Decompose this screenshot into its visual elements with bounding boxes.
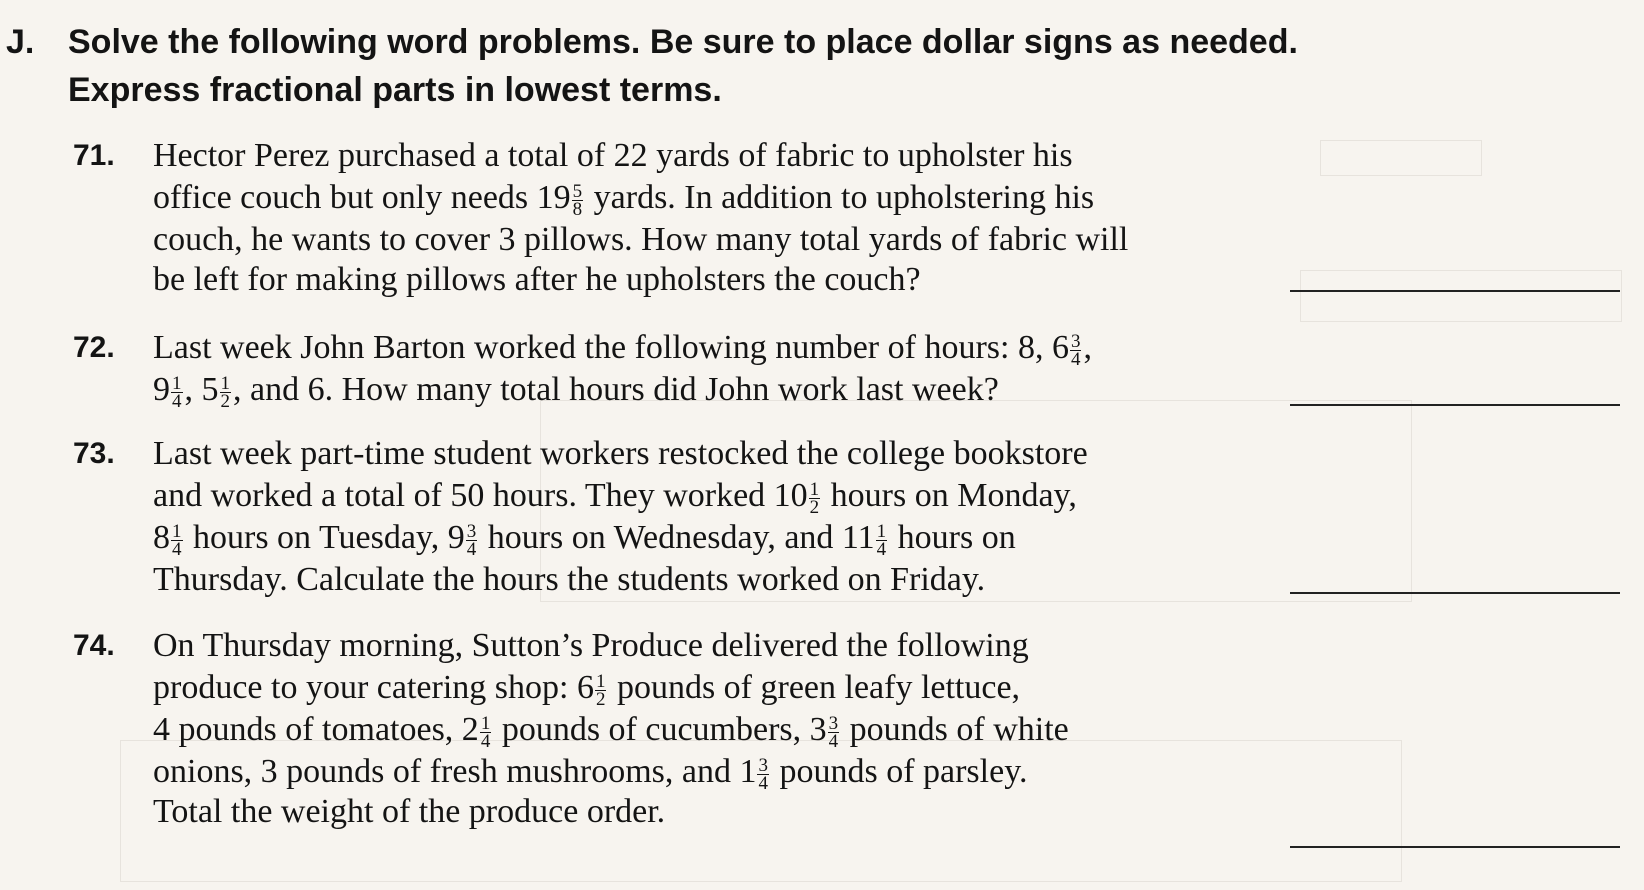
fraction-numerator: 5 <box>572 180 583 202</box>
fraction-denominator: 4 <box>758 772 768 794</box>
problem-text-line <box>153 368 999 411</box>
answer-blank[interactable] <box>1290 592 1620 594</box>
fraction <box>595 670 607 710</box>
fraction-denominator: 2 <box>220 390 230 412</box>
fraction-denominator: 4 <box>466 538 477 560</box>
text-run: 4 pounds of tomatoes, 2 <box>153 711 479 748</box>
fraction <box>572 180 584 220</box>
fraction-denominator: 4 <box>172 390 182 412</box>
answer-blank[interactable] <box>1290 846 1620 848</box>
fraction-numerator: 1 <box>809 478 820 500</box>
text-run: yards. In addition to upholstering his <box>585 179 1095 216</box>
problem-text-line <box>153 326 1092 369</box>
fraction-denominator: 4 <box>172 538 182 560</box>
problem-text-line <box>153 516 1016 559</box>
text-run: hours on Tuesday, 9 <box>184 519 465 556</box>
fraction <box>757 754 769 794</box>
problem-text-line: Last week part-time student workers restocked the college bookstore <box>153 435 1088 472</box>
problem-number: 73. <box>73 437 115 470</box>
text-run: pounds of white <box>841 711 1069 748</box>
problem-text-line <box>153 708 1069 751</box>
fraction <box>171 372 183 412</box>
text-run: 8 <box>153 519 170 556</box>
fraction-numerator: 1 <box>595 670 606 692</box>
fraction-denominator: 4 <box>876 538 887 560</box>
fraction-denominator: 8 <box>572 198 583 220</box>
text-run: and worked a total of 50 hours. They worked 10 <box>153 477 808 514</box>
fraction-numerator: 1 <box>480 712 491 734</box>
fraction-numerator: 1 <box>220 372 230 394</box>
fraction <box>220 372 232 412</box>
problem-text-line: couch, he wants to cover 3 pillows. How many total yards of fabric will <box>153 221 1129 258</box>
answer-blank[interactable] <box>1290 404 1620 406</box>
section-letter: J. <box>6 23 35 61</box>
text-run: office couch but only needs 19 <box>153 179 571 216</box>
fraction-numerator: 3 <box>466 520 477 542</box>
problem-text-line: be left for making pillows after he upholsters the couch? <box>153 261 921 298</box>
fraction <box>466 520 478 560</box>
text-run: pounds of green leafy lettuce, <box>608 669 1021 706</box>
problem-number: 74. <box>73 629 115 662</box>
fraction <box>828 712 840 752</box>
answer-blank[interactable] <box>1290 290 1620 292</box>
fraction <box>876 520 888 560</box>
problem-text-line <box>153 666 1020 709</box>
fraction-numerator: 1 <box>172 520 182 542</box>
fraction-denominator: 4 <box>480 730 491 752</box>
section-instruction-line-2: Express fractional parts in lowest terms. <box>68 71 722 109</box>
problem-text-line: Hector Perez purchased a total of 22 yards of fabric to upholster his <box>153 137 1073 174</box>
problem-text-line <box>153 176 1094 219</box>
fraction-numerator: 3 <box>828 712 839 734</box>
fraction-numerator: 3 <box>1070 330 1081 352</box>
fraction-denominator: 2 <box>595 688 606 710</box>
fraction-denominator: 4 <box>828 730 839 752</box>
text-run: , and 6. How many total hours did John work last week? <box>233 371 999 408</box>
problem-number: 71. <box>73 139 115 172</box>
text-run: , <box>1083 329 1092 366</box>
text-run: , 5 <box>184 371 219 408</box>
section-instruction-line-1: Solve the following word problems. Be sure to place dollar signs as needed. <box>68 23 1298 61</box>
fraction <box>1070 330 1082 370</box>
text-run: produce to your catering shop: 6 <box>153 669 594 706</box>
text-run: pounds of cucumbers, 3 <box>493 711 827 748</box>
fraction-numerator: 3 <box>758 754 768 776</box>
fraction <box>171 520 183 560</box>
text-run: 9 <box>153 371 170 408</box>
text-run: onions, 3 pounds of fresh mushrooms, and 1 <box>153 753 757 790</box>
problem-text-line <box>153 750 1028 793</box>
bleed-through-box <box>1320 140 1482 176</box>
problem-text-line: On Thursday morning, Sutton’s Produce delivered the following <box>153 627 1029 664</box>
text-run: pounds of parsley. <box>770 753 1028 790</box>
fraction-denominator: 4 <box>1070 348 1081 370</box>
text-run: Last week John Barton worked the following number of hours: 8, 6 <box>153 329 1069 366</box>
fraction-denominator: 2 <box>809 496 820 518</box>
text-run: hours on Monday, <box>822 477 1077 514</box>
bleed-through-box <box>1300 270 1622 322</box>
fraction <box>480 712 492 752</box>
fraction-numerator: 1 <box>172 372 182 394</box>
fraction <box>809 478 821 518</box>
problem-text-line: Total the weight of the produce order. <box>153 793 666 830</box>
problem-text-line: Thursday. Calculate the hours the students worked on Friday. <box>153 561 986 598</box>
problem-number: 72. <box>73 331 115 364</box>
text-run: hours on <box>889 519 1016 556</box>
problem-text-line <box>153 474 1077 517</box>
fraction-numerator: 1 <box>876 520 887 542</box>
text-run: hours on Wednesday, and 11 <box>479 519 875 556</box>
